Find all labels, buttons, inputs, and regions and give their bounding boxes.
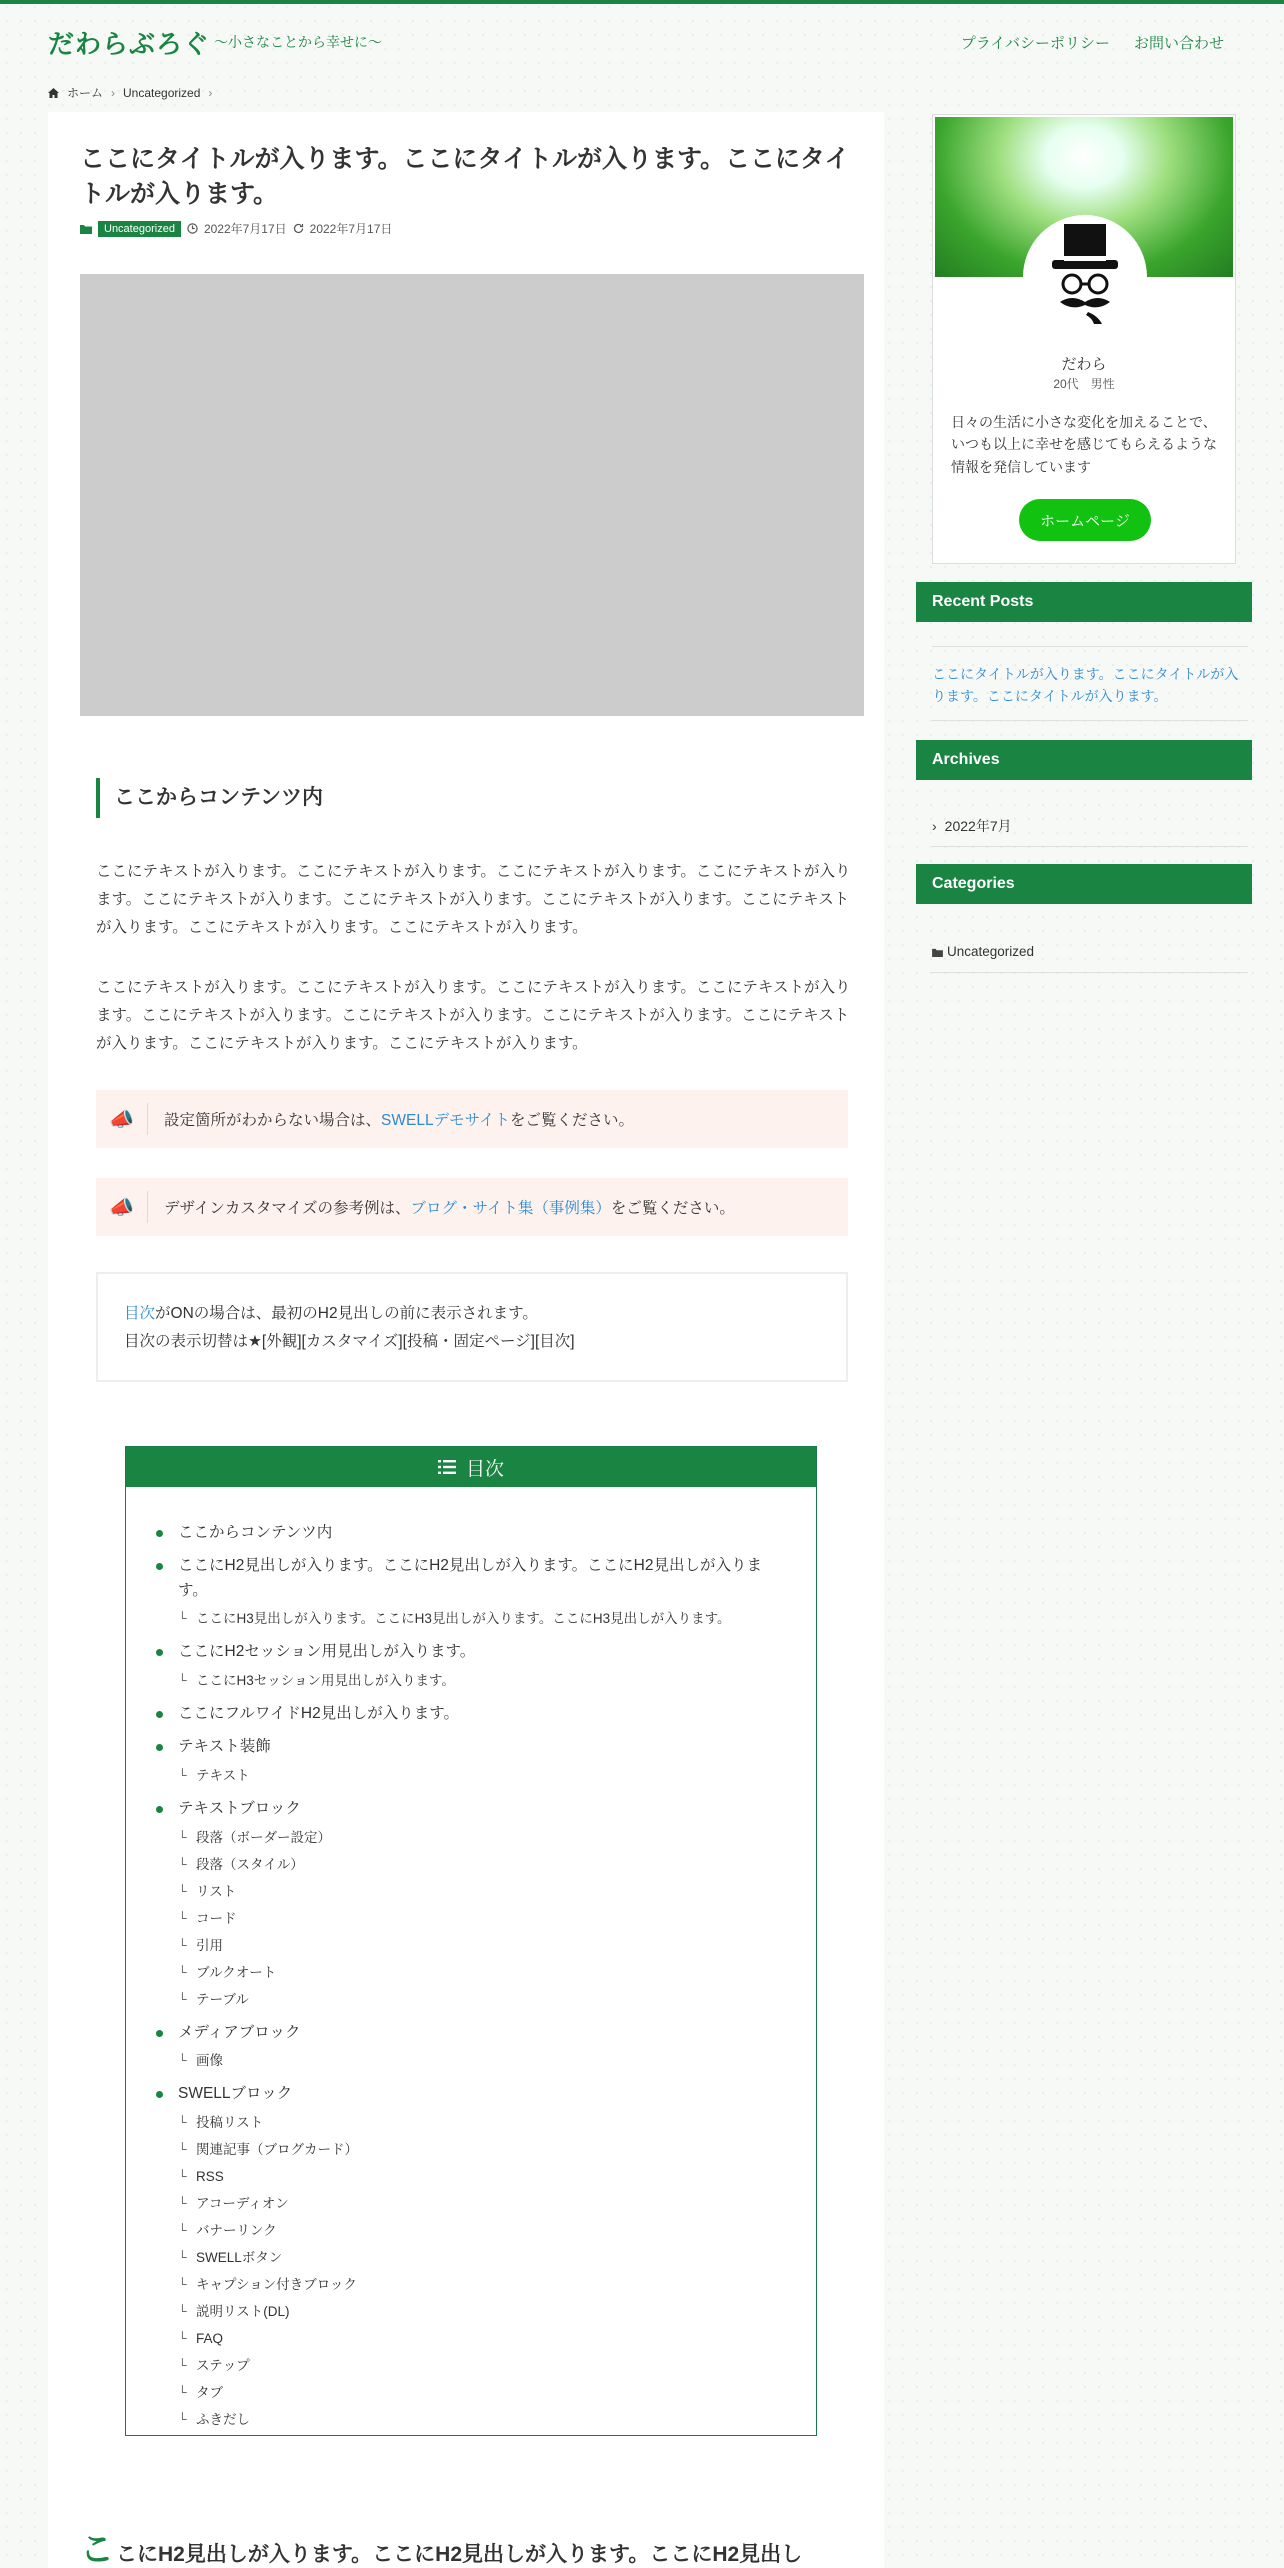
profile-subtitle: 20代 男性 [1053,377,1115,391]
table-of-contents [125,1446,817,2436]
profile-widget [932,114,1236,564]
profile-name: だわら [1061,356,1107,373]
toc-subitem[interactable]: └ コード [178,1905,786,1932]
toc-item-label[interactable]: ここにH2見出しが入ります。ここにH2見出しが入ります。ここにH2見出しが入ります。 [178,1556,762,1599]
folder-icon [932,948,943,957]
modified-date: 2022年7月17日 [309,222,393,236]
toc-item-label[interactable]: ここにH2セッション用見出しが入ります。 [178,1643,476,1661]
toc-link[interactable]: 目次 [124,1305,156,1322]
homepage-button[interactable]: ホームページ [1019,499,1151,541]
archives-title: Archives [916,740,1252,780]
toc-subitem[interactable]: └ FAQ [178,2325,786,2352]
global-nav [961,32,1224,53]
divider [932,972,1248,973]
refresh-icon [293,223,304,234]
profile-description: 日々の生活に小さな変化を加えることで、いつも以上に幸せを感じてもらえるような情報を発信しています [951,414,1217,475]
toc-item[interactable] [178,2082,786,2433]
archive-item[interactable] [932,816,1248,838]
breadcrumb [48,84,212,101]
categories-title: Categories [916,864,1252,904]
post-title: ここにタイトルが入ります。ここにタイトルが入ります。ここにタイトルが入ります。 [80,145,850,208]
box-text: 目次の表示切替は★[外観][カスタマイズ][投稿・固定ページ][目次] [124,1332,575,1350]
chevron-right-icon: › [208,85,213,100]
notice-text: 設定箇所がわからない場合は、SWELLデモサイトをご覧ください。 [164,1112,634,1129]
eyecatch-image [80,274,864,716]
toc-item[interactable] [178,1735,786,1789]
category-label: Uncategorized [947,944,1035,959]
bordered-box [96,1272,848,1382]
toc-item-label[interactable]: テキスト装飾 [178,1737,271,1755]
divider [932,720,1248,721]
megaphone-icon: 📣 [96,1191,148,1223]
toc-subitem[interactable]: └ ふきだし [178,2406,786,2433]
toc-item-label[interactable]: テキストブロック [178,1799,301,1817]
toc-subitem[interactable]: └ 段落（ボーダー設定） [178,1824,786,1851]
category-badge[interactable]: Uncategorized [98,221,181,237]
site-header [0,8,1284,72]
published-date: 2022年7月17日 [203,222,287,236]
site-description: ～小さなことから幸せに～ [214,34,382,50]
toc-subitem[interactable]: └ 段落（スタイル） [178,1851,786,1878]
archive-label: 2022年7月 [944,818,1012,834]
chevron-right-icon: › [932,818,937,834]
toc-subitem[interactable]: └ テキスト [178,1762,786,1789]
toc-item-label[interactable]: SWELLブロック [178,2085,293,2103]
toc-title: 目次 [465,1458,504,1480]
avatar [1023,215,1147,339]
toc-subitem[interactable]: └ 投稿リスト [178,2109,786,2136]
toc-item-label[interactable]: ここにフルワイドH2見出しが入ります。 [178,1705,459,1723]
toc-subitem[interactable]: └ リスト [178,1878,786,1905]
body-paragraph: ここにテキストが入ります。ここにテキストが入ります。ここにテキストが入ります。ここにテキストが入ります。ここにテキストが入ります。ここにテキストが入ります。ここにテキストが入ります。ここにテキストが入ります。ここにテキストが入ります。ここにテキストが入ります。 [96,979,851,1052]
toc-item[interactable] [178,1521,786,1546]
toc-subitem[interactable]: └ ここにH3見出しが入ります。ここにH3見出しが入ります。ここにH3見出しが入ります。 [178,1605,786,1632]
toc-list [126,1487,816,2433]
toc-subitem[interactable]: └ バナーリンク [178,2217,786,2244]
divider [932,646,1248,647]
body-paragraph: ここにテキストが入ります。ここにテキストが入ります。ここにテキストが入ります。ここにテキストが入ります。ここにテキストが入ります。ここにテキストが入ります。ここにテキストが入ります。ここにテキストが入ります。ここにテキストが入ります。ここにテキストが入ります。 [96,863,851,936]
content-heading: ここからコンテンツ内 [96,778,323,818]
box-text: がONの場合は、最初のH2見出しの前に表示されます。 [155,1305,538,1322]
toc-subitem[interactable]: └ ステップ [178,2352,786,2379]
swell-demo-link[interactable]: SWELLデモサイト [381,1112,510,1129]
toc-item[interactable] [178,1702,786,1727]
toc-subitem[interactable]: └ アコーディオン [178,2190,786,2217]
home-icon [48,88,59,98]
nav-contact[interactable]: お問い合わせ [1133,35,1224,52]
recent-post-link[interactable]: ここにタイトルが入ります。ここにタイトルが入ります。ここにタイトルが入ります。 [932,666,1239,704]
list-icon [438,1460,456,1474]
site-title[interactable]: だわらぶろぐ [48,29,211,59]
toc-item[interactable] [178,1554,786,1633]
info-notice [96,1090,848,1148]
toc-subitem[interactable]: └ テーブル [178,1986,786,2013]
toc-subitem[interactable]: └ 関連記事（ブログカード） [178,2136,786,2163]
toc-subitem[interactable]: └ 引用 [178,1932,786,1959]
chevron-right-icon: › [111,85,116,100]
breadcrumb-home[interactable]: ホーム [67,86,104,100]
toc-header [126,1447,816,1487]
toc-subitem[interactable]: └ RSS [178,2163,786,2190]
category-item[interactable] [932,942,1248,963]
main-content [48,112,884,2568]
section-heading: こ こにH2見出しが入ります。ここにH2見出しが入ります。ここにH2見出し [80,2522,802,2568]
toc-subitem[interactable]: └ キャプション付きブロック [178,2271,786,2298]
examples-link[interactable]: ブログ・サイト集（事例集） [410,1200,611,1217]
info-notice [96,1178,848,1236]
notice-text: デザインカスタマイズの参考例は、ブログ・サイト集（事例集）をご覧ください。 [164,1200,735,1217]
toc-subitem[interactable]: └ SWELLボタン [178,2244,786,2271]
gentleman-avatar-icon [1026,218,1144,336]
folder-icon [80,224,92,234]
toc-item-label[interactable]: ここからコンテンツ内 [178,1524,333,1541]
megaphone-icon: 📣 [96,1103,148,1135]
toc-item[interactable] [178,1640,786,1694]
toc-subitem[interactable]: └ 画像 [178,2047,786,2074]
toc-subitem[interactable]: └ タブ [178,2379,786,2406]
clock-icon [187,223,198,234]
toc-subitem[interactable]: └ ここにH3セッション用見出しが入ります。 [178,1667,786,1694]
divider [932,846,1248,847]
nav-privacy-policy[interactable]: プライバシーポリシー [960,35,1110,52]
recent-posts-title: Recent Posts [916,582,1252,622]
toc-item[interactable] [178,2021,786,2075]
breadcrumb-category[interactable]: Uncategorized [123,85,201,100]
toc-item[interactable] [178,1797,786,2013]
post-meta [80,220,392,237]
toc-subitem[interactable]: └ ブルクオート [178,1959,786,1986]
toc-item-label[interactable]: メディアブロック [178,2023,301,2041]
toc-subitem[interactable]: └ 説明リスト(DL) [178,2298,786,2325]
